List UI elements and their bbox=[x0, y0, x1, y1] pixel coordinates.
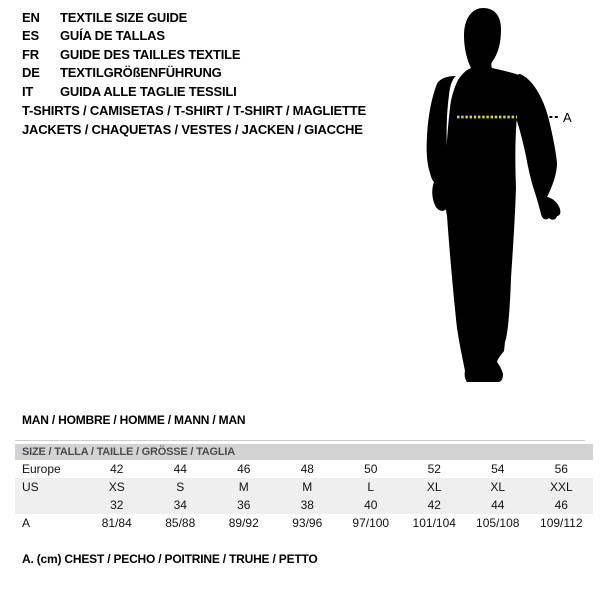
language-row-fr bbox=[22, 46, 240, 64]
table-cell: 38 bbox=[276, 496, 340, 514]
man-silhouette-body bbox=[443, 8, 527, 382]
table-cell: 36 bbox=[212, 496, 276, 514]
row-label bbox=[15, 496, 85, 514]
table-row-chest-a bbox=[15, 514, 593, 532]
table-row-europe bbox=[15, 460, 593, 478]
row-label: US bbox=[15, 478, 85, 496]
table-cell: 101/104 bbox=[412, 516, 456, 530]
table-row-numeric bbox=[15, 496, 593, 514]
table-cell: 46 bbox=[530, 496, 594, 514]
category-line-jackets: JACKETS / CHAQUETAS / VESTES / JACKEN / GIACCHE bbox=[22, 122, 363, 137]
table-cell: XL bbox=[403, 478, 467, 496]
table-cell: M bbox=[276, 478, 340, 496]
table-cell: 52 bbox=[427, 462, 441, 476]
language-label: GUÍA DE TALLAS bbox=[60, 28, 165, 44]
category-list bbox=[22, 101, 366, 139]
table-cell: 54 bbox=[491, 462, 505, 476]
table-cell: 48 bbox=[300, 462, 314, 476]
table-cell: 56 bbox=[554, 462, 568, 476]
table-cell: S bbox=[149, 478, 213, 496]
language-label: TEXTILE SIZE GUIDE bbox=[60, 10, 188, 25]
row-label: Europe bbox=[22, 462, 61, 476]
table-cell: 32 bbox=[85, 496, 149, 514]
man-silhouette-right-arm bbox=[511, 74, 561, 220]
table-cell: 81/84 bbox=[101, 516, 132, 530]
table-cell: 93/96 bbox=[292, 516, 323, 530]
table-cell: XL bbox=[466, 478, 530, 496]
table-cell: 44 bbox=[466, 496, 530, 514]
language-code: IT bbox=[22, 83, 34, 99]
language-code: ES bbox=[22, 28, 39, 44]
language-code: DE bbox=[22, 65, 40, 81]
language-row-es bbox=[22, 27, 240, 45]
row-label: A bbox=[22, 516, 31, 530]
size-table-header: SIZE / TALLA / TAILLE / GRÖSSE / TAGLIA bbox=[15, 444, 593, 460]
table-cell: 105/108 bbox=[476, 516, 520, 530]
table-cell: 42 bbox=[110, 462, 124, 476]
language-list bbox=[22, 9, 240, 101]
table-cell: 109/112 bbox=[540, 516, 583, 530]
table-cell: 42 bbox=[403, 496, 467, 514]
measure-label-a: A bbox=[563, 110, 572, 125]
table-top-rule bbox=[15, 440, 585, 441]
table-row-us bbox=[15, 478, 593, 496]
language-label: TEXTILGRÖßENFÜHRUNG bbox=[60, 65, 222, 81]
measurement-footnote: A. (cm) CHEST / PECHO / POITRINE / TRUHE / PETTO bbox=[22, 552, 318, 566]
language-row-de bbox=[22, 64, 240, 82]
table-cell: 85/88 bbox=[165, 516, 196, 530]
table-cell: 44 bbox=[173, 462, 187, 476]
size-table bbox=[15, 444, 593, 532]
section-title-man: MAN / HOMBRE / HOMME / MANN / MAN bbox=[22, 413, 246, 427]
size-table-header-row bbox=[15, 444, 593, 460]
table-cell: 40 bbox=[339, 496, 403, 514]
language-row-en bbox=[22, 9, 240, 27]
language-row-it bbox=[22, 83, 240, 101]
table-cell: 50 bbox=[364, 462, 378, 476]
language-label: GUIDA ALLE TAGLIE TESSILI bbox=[60, 83, 237, 99]
language-code: FR bbox=[22, 46, 39, 62]
language-label: GUIDE DES TAILLES TEXTILE bbox=[60, 46, 241, 62]
table-cell: 34 bbox=[149, 496, 213, 514]
language-code: EN bbox=[22, 10, 40, 25]
table-cell: 46 bbox=[237, 462, 251, 476]
table-cell: XS bbox=[85, 478, 149, 496]
table-cell: XXL bbox=[530, 478, 594, 496]
table-cell: L bbox=[339, 478, 403, 496]
category-line-tshirts: T-SHIRTS / CAMISETAS / T-SHIRT / T-SHIRT / MAGLIETTE bbox=[22, 103, 366, 118]
table-cell: 97/100 bbox=[352, 516, 390, 530]
table-cell: 89/92 bbox=[228, 516, 259, 530]
table-cell: M bbox=[212, 478, 276, 496]
man-silhouette-figure bbox=[410, 0, 600, 400]
